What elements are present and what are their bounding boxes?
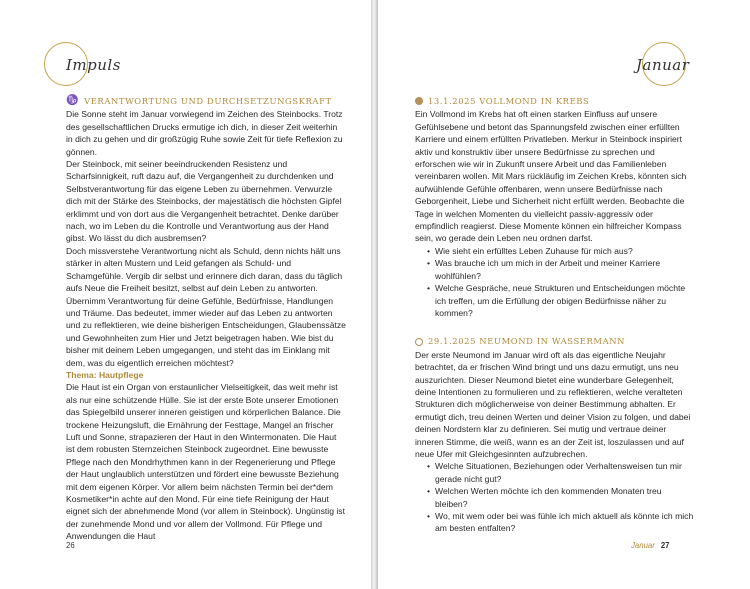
section-heading bbox=[415, 335, 695, 347]
list-item: • Was brauche ich um mich in der Arbeit und meiner Karriere wohlfühlen? bbox=[427, 257, 695, 282]
paragraph: Ein Vollmond im Krebs hat oft einen starken Einfluss auf unsere Gefühlsebene und betont das Spannungsfeld zwischen einer erfüllten Karriere und einem erfüllten Privatleben. Merkur in Steinbock inspiriert aktiv und konstruktiv über unsere Bedürfnisse zu sprechen und erforschen wie wir in Zukunft unsere Arbeit und das Familienleben vereinbaren wollen. Mit Mars rückläufig im Zeichen Krebs, könnten sich aufwühlende Gefühle offenbaren, wenn unsere Bedürfnisse nach Geborgenheit, Liebe und Sicherheit nicht erfüllt werden. Beobachte die Tage in welchen Momenten du vielleicht passiv-aggressiv oder empfindlich reagierst. Diese Momente können ein hilfreicher Kompass sein, wo gerade dein Leben neu ordnen darfst. bbox=[415, 109, 687, 244]
right-script-title: Januar bbox=[636, 56, 690, 74]
page-number: 27 bbox=[660, 541, 670, 550]
page-footer bbox=[631, 541, 670, 550]
subheading: Thema: Hautpflege bbox=[66, 369, 144, 380]
full-moon-icon bbox=[415, 97, 423, 105]
list-item: • Welche Situationen, Beziehungen oder Verhaltensweisen tun mir gerade nicht gut? bbox=[427, 460, 695, 485]
list-item: • Welchen Werten möchte ich den kommenden Monaten treu bleiben? bbox=[427, 485, 695, 510]
section-2 bbox=[415, 335, 695, 535]
heading-text: 13.1.2025 VOLLMOND IN KREBS bbox=[428, 96, 590, 106]
list-item: • Wie sieht ein erfülltes Leben Zuhause für mich aus? bbox=[427, 245, 695, 257]
heading-text: VERANTWORTUNG UND DURCHSETZUNGSKRAFT bbox=[84, 96, 332, 106]
new-moon-icon bbox=[415, 338, 423, 346]
left-column bbox=[66, 95, 346, 543]
left-script-title: Impuls bbox=[66, 56, 121, 74]
paragraph: Die Haut ist ein Organ von erstaunlicher Vielseitigkeit, das weit mehr ist als nur eine schützende Hülle. Sie ist der erste Bote unserer Emotionen das Spiegelbild unserer inneren geistigen und körperlichen Balance. Die trockene Heizungsluft, die Ernährung der Festtage, Mangel an frischer Luft und Sonne, strapazieren der Haut in den Wintermonaten. Die Haut ist dem robusten Sternzeichen Steinbock zugeordnet. Eine bewusste Pflege nach den Mondrhythmen kann in der Regenerierung und Pflege der Haut unglaublich unterstützen und fördert eine bewusste Beziehung mit dem eigenen Körper. Vor allem beim nächsten Termin bei der*dem Kosmetiker*in achte auf den Mond. Für eine tiefe Reinigung der Haut eignet sich der abnehmende Mond (vor allem in Steinbock). Ungünstig ist der zunehmende Mond und vor allem der Vollmond. Für Pflege und Anwendungen die Haut bbox=[66, 382, 345, 542]
question-list bbox=[427, 245, 695, 319]
book-gutter bbox=[371, 0, 378, 589]
section-heading bbox=[415, 95, 695, 107]
question-list bbox=[427, 460, 695, 534]
capricorn-icon: ♑ bbox=[66, 95, 80, 106]
paragraph: Der Steinbock, mit seiner beeindruckenden Resistenz und Scharfsinnigkeit, ruft dazu auf, die Vergangenheit zu durchdenken und Selbstverantwortung für das eigene Leben zu übernehmen. Verwurzle dich mit der Stärke des Steinbocks, der majestätisch die höchsten Gipfel erklimmt und von dort aus die Vergangenheit betrachtet. Denke darüber nach, wo im Leben du die Kontrolle und Verantwortung aus der Hand gibst. Wo lässt du dich ausbremsen? bbox=[66, 159, 342, 244]
list-item: • Welche Gespräche, neue Strukturen und Entscheidungen möchte ich treffen, um die Erfüllung der obigen Bedürfnisse näher zu kommen? bbox=[427, 282, 695, 319]
paragraph: Die Sonne steht im Januar vorwiegend im Zeichen des Steinbocks. Trotz des gesellschaftlichen Drucks ermutige ich dich, in dieser Zeit weiterhin in dich zu gehen und dir großzügig Ruhe sowie Zeit für tiefe Reflexion zu gönnen. bbox=[66, 109, 343, 157]
paragraph: Der erste Neumond im Januar wird oft als das eigentliche Neujahr betrachtet, da er frischen Wind bringt und uns dazu ermutigt, uns neu auszurichten. Dieser Neumond bietet eine wunderbare Gelegenheit, deine Intentionen zu formulieren und zu reflektieren, welche veralteten Strukturen dich möglicherweise von deiner Bestimmung abhalten. Er ermutigt dich, treu deinen Werten und deiner Vision zu folgen, und dabei deinen Nordstern klar zu definieren. Sei mutig und vertraue deiner inneren Stimme, die weiß, wann es an der Zeit ist, loszulassen und auf neue Ufer mit Gleichgesinnten aufzubrechen. bbox=[415, 349, 691, 459]
list-item: • Wo, mit wem oder bei was fühle ich mich aktuell als könnte ich mich am besten entfalten? bbox=[427, 510, 695, 535]
right-column bbox=[415, 95, 695, 535]
running-label: Januar bbox=[631, 541, 655, 550]
page-number: 26 bbox=[66, 541, 75, 550]
paragraph: Doch missverstehe Verantwortung nicht als Schuld, denn nichts hält uns stärker in alten Mustern und Leid gefangen als Schuld- und Schamgefühle. Vergib dir selbst und erinnere dich daran, dass du täglich aufs Neue die Freiheit besitzt, selbst auf dein Leben zu antworten. Übernimm Verantwortung für deine Gefühle, Bedürfnisse, Handlungen und Träume. Das bedeutet, immer wieder auf das Leben zu antworten und zu reflektieren, wie deine bisherigen Entscheidungen, Glaubenssätze und Gewohnheiten zum Hier und Jetzt beigetragen haben. Wie bist du bisher mit deinem Leben umgegangen, und steht das im Einklang mit dem, was du eigentlich erreichen möchtest? bbox=[66, 245, 346, 368]
section-heading bbox=[66, 95, 346, 107]
heading-text: 29.1.2025 NEUMOND IN WASSERMANN bbox=[428, 336, 626, 347]
